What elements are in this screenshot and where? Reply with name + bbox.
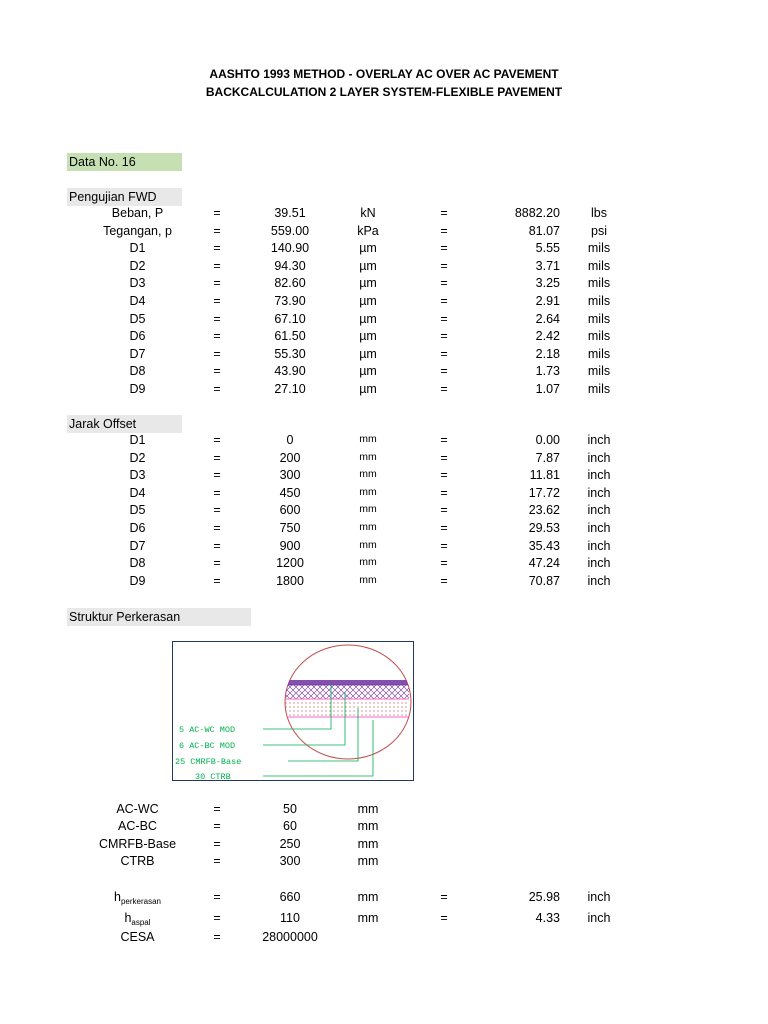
row-label: D2	[129, 450, 146, 465]
row-label: D2	[129, 258, 146, 273]
imperial-value: 35.43	[528, 538, 560, 553]
layer-label: CTRB	[120, 854, 155, 868]
imperial-value: 70.87	[528, 573, 560, 588]
equals-sign: =	[440, 382, 448, 396]
table-row	[0, 347, 768, 364]
row-label: D7	[129, 346, 146, 361]
layer-cmrfb-base	[285, 699, 409, 717]
imperial-value: 81.07	[528, 223, 560, 238]
equals-sign: =	[440, 241, 448, 256]
total-row-h-aspal	[0, 911, 768, 928]
metric-value: 27.10	[274, 382, 306, 396]
unit-mm: mm	[357, 890, 379, 904]
metric-value: 750	[279, 521, 301, 535]
imperial-unit: inch	[587, 450, 611, 465]
equals-sign: =	[213, 538, 221, 553]
metric-unit: µm	[359, 294, 377, 308]
figure-label-ac-bc: 6 AC-BC MOD	[179, 741, 236, 751]
equals-sign: =	[440, 573, 448, 588]
table-row	[0, 556, 768, 573]
unit-mm: mm	[357, 911, 379, 925]
imperial-value: 17.72	[528, 485, 560, 500]
asphalt-thickness-mm: 110	[280, 911, 300, 925]
layer-ac-bc	[285, 685, 409, 699]
pavement-structure-diagram	[172, 641, 414, 781]
imperial-unit: mils	[587, 294, 611, 308]
equals-sign: =	[440, 206, 448, 220]
table-row	[0, 294, 768, 311]
table-row	[0, 276, 768, 293]
equals-sign: =	[440, 433, 448, 447]
equals-sign: =	[213, 364, 221, 379]
table-row	[0, 486, 768, 503]
layer-row-cmrfb-base	[0, 837, 768, 854]
metric-unit: mm	[359, 468, 377, 481]
equals-sign: =	[213, 930, 221, 944]
equals-sign: =	[440, 556, 448, 571]
imperial-unit: inch	[587, 503, 611, 518]
row-label: D6	[129, 329, 146, 344]
imperial-value: 2.64	[535, 311, 560, 326]
table-row	[0, 259, 768, 276]
row-label: Tegangan, p	[103, 223, 172, 238]
equals-sign: =	[440, 890, 448, 904]
metric-unit: µm	[359, 346, 377, 361]
total-thickness-inch: 25.98	[528, 890, 560, 904]
row-label: D3	[129, 276, 146, 291]
equals-sign: =	[213, 890, 221, 904]
row-label: D1	[129, 241, 146, 256]
imperial-value: 3.25	[535, 276, 560, 291]
equals-sign: =	[213, 556, 221, 571]
equals-sign: =	[213, 223, 221, 238]
table-row	[0, 329, 768, 346]
equals-sign: =	[440, 294, 448, 308]
h-symbol: h	[124, 911, 132, 925]
imperial-value: 29.53	[528, 521, 560, 535]
equals-sign: =	[213, 241, 221, 256]
h-symbol: h	[114, 890, 121, 904]
layer-thickness: 60	[283, 819, 297, 833]
equals-sign: =	[213, 485, 221, 500]
imperial-value: 2.91	[535, 294, 560, 308]
equals-sign: =	[213, 837, 221, 851]
table-row	[0, 451, 768, 468]
metric-unit: µm	[359, 311, 377, 326]
equals-sign: =	[440, 223, 448, 238]
row-label: D5	[129, 311, 146, 326]
equals-sign: =	[440, 346, 448, 361]
offset-section-heading: Jarak Offset	[67, 415, 182, 433]
imperial-unit: inch	[587, 521, 611, 535]
equals-sign: =	[440, 450, 448, 465]
metric-value: 39.51	[274, 206, 306, 220]
row-label: D5	[129, 503, 146, 518]
imperial-unit: inch	[587, 468, 611, 483]
metric-value: 300	[279, 468, 301, 483]
page-title-line2: BACKCALCULATION 2 LAYER SYSTEM-FLEXIBLE PAVEMENT	[205, 85, 563, 99]
metric-unit: mm	[359, 503, 377, 516]
equals-sign: =	[440, 311, 448, 326]
imperial-unit: mils	[587, 364, 611, 379]
total-row-h-perkerasan	[0, 890, 768, 907]
equals-sign: =	[213, 819, 221, 833]
row-label: D9	[129, 382, 146, 396]
table-row	[0, 312, 768, 329]
imperial-value: 5.55	[535, 241, 560, 256]
metric-value: 82.60	[274, 276, 306, 291]
table-row	[0, 224, 768, 241]
table-row	[0, 206, 768, 223]
h-subscript: aspal	[131, 918, 151, 927]
table-row	[0, 539, 768, 556]
metric-value: 43.90	[274, 364, 306, 379]
layer-row-ctrb	[0, 854, 768, 871]
page-title-line1: AASHTO 1993 METHOD - OVERLAY AC OVER AC PAVEMENT	[209, 67, 559, 81]
equals-sign: =	[213, 854, 221, 868]
equals-sign: =	[440, 911, 448, 925]
equals-sign: =	[213, 573, 221, 588]
row-label: D9	[129, 573, 146, 588]
metric-unit: mm	[359, 538, 377, 551]
metric-value: 0	[286, 433, 294, 447]
cesa-label: CESA	[120, 930, 155, 944]
equals-sign: =	[213, 433, 221, 447]
equals-sign: =	[213, 206, 221, 220]
imperial-unit: psi	[591, 223, 607, 238]
metric-value: 73.90	[274, 294, 306, 308]
imperial-unit: mils	[587, 382, 611, 396]
imperial-value: 1.73	[535, 364, 560, 379]
imperial-unit: mils	[587, 241, 611, 256]
metric-value: 450	[279, 485, 301, 500]
equals-sign: =	[440, 538, 448, 553]
data-number-label: Data No. 16	[67, 153, 182, 171]
imperial-value: 3.71	[535, 258, 560, 273]
row-label: D6	[129, 521, 146, 535]
metric-value: 55.30	[274, 346, 306, 361]
metric-value: 140.90	[270, 241, 310, 256]
metric-value: 559.00	[270, 223, 310, 238]
layer-thickness: 300	[279, 854, 301, 868]
layer-row-ac-wc	[0, 802, 768, 819]
imperial-value: 1.07	[535, 382, 560, 396]
imperial-unit: inch	[587, 485, 611, 500]
row-label: D1	[129, 433, 146, 447]
row-label: D3	[129, 468, 146, 483]
imperial-unit: inch	[587, 433, 611, 447]
metric-value: 94.30	[274, 258, 306, 273]
equals-sign: =	[440, 503, 448, 518]
metric-unit: mm	[359, 573, 377, 586]
imperial-value: 23.62	[528, 503, 560, 518]
metric-unit: µm	[359, 364, 377, 379]
equals-sign: =	[213, 802, 221, 816]
metric-value: 1800	[276, 573, 304, 588]
row-label: D7	[129, 538, 146, 553]
table-row	[0, 521, 768, 538]
layer-thickness: 250	[279, 837, 301, 851]
equals-sign: =	[213, 311, 221, 326]
imperial-unit: inch	[587, 556, 611, 571]
structure-section-heading: Struktur Perkerasan	[67, 608, 251, 626]
metric-unit: mm	[359, 485, 377, 498]
unit-inch: inch	[587, 911, 611, 925]
equals-sign: =	[213, 329, 221, 344]
imperial-value: 7.87	[535, 450, 560, 465]
imperial-value: 8882.20	[514, 206, 560, 220]
imperial-unit: mils	[587, 311, 611, 326]
imperial-unit: mils	[587, 346, 611, 361]
metric-unit: mm	[359, 433, 377, 445]
imperial-value: 47.24	[528, 556, 560, 571]
row-label: D8	[129, 556, 146, 571]
unit-inch: inch	[587, 890, 611, 904]
imperial-unit: mils	[587, 276, 611, 291]
pavement-diagram-svg	[173, 642, 413, 780]
metric-unit: kPa	[357, 223, 379, 238]
metric-unit: µm	[359, 241, 377, 256]
asphalt-thickness-inch: 4.33	[535, 911, 560, 925]
layer-row-ac-bc	[0, 819, 768, 836]
equals-sign: =	[213, 450, 221, 465]
metric-value: 600	[279, 503, 301, 518]
imperial-unit: lbs	[591, 206, 607, 220]
table-row	[0, 574, 768, 591]
layer-label: CMRFB-Base	[98, 837, 177, 851]
layer-ac-wc	[285, 680, 409, 685]
equals-sign: =	[213, 503, 221, 518]
total-thickness-mm: 660	[279, 890, 301, 904]
fwd-section-heading: Pengujian FWD	[67, 188, 182, 206]
equals-sign: =	[213, 276, 221, 291]
table-row	[0, 382, 768, 399]
table-row	[0, 468, 768, 485]
metric-value: 900	[279, 538, 301, 553]
equals-sign: =	[213, 521, 221, 535]
metric-unit: µm	[359, 382, 377, 396]
total-row-cesa	[0, 930, 768, 947]
table-row	[0, 241, 768, 258]
equals-sign: =	[440, 258, 448, 273]
table-row	[0, 364, 768, 381]
layer-unit: mm	[357, 854, 379, 868]
metric-value: 67.10	[274, 311, 306, 326]
layer-unit: mm	[357, 837, 379, 851]
imperial-unit: inch	[587, 538, 611, 553]
layer-thickness: 50	[283, 802, 297, 816]
imperial-unit: mils	[587, 329, 611, 344]
metric-unit: mm	[359, 450, 377, 463]
imperial-value: 11.81	[529, 468, 560, 483]
row-label: D4	[129, 294, 146, 308]
row-label: D4	[129, 485, 146, 500]
layer-label: AC-WC	[116, 802, 159, 816]
metric-unit: kN	[360, 206, 376, 220]
metric-value: 1200	[276, 556, 304, 571]
equals-sign: =	[213, 258, 221, 273]
row-label: D8	[129, 364, 146, 379]
layer-label: AC-BC	[118, 819, 157, 833]
equals-sign: =	[440, 364, 448, 379]
metric-unit: µm	[359, 276, 377, 291]
h-subscript: perkerasan	[120, 897, 161, 906]
imperial-unit: inch	[587, 573, 611, 588]
imperial-unit: mils	[587, 258, 611, 273]
figure-label-ctrb: 30 CTRB	[195, 772, 231, 780]
layer-unit: mm	[357, 819, 379, 833]
imperial-value: 2.42	[535, 329, 560, 344]
metric-unit: µm	[359, 329, 377, 344]
metric-unit: mm	[359, 521, 377, 533]
equals-sign: =	[213, 294, 221, 308]
cesa-value: 28000000	[262, 930, 318, 944]
equals-sign: =	[440, 276, 448, 291]
equals-sign: =	[213, 346, 221, 361]
imperial-value: 2.18	[535, 346, 560, 361]
layer-unit: mm	[357, 802, 379, 816]
metric-unit: mm	[359, 556, 377, 569]
imperial-value: 0.00	[535, 433, 560, 447]
equals-sign: =	[213, 911, 221, 925]
figure-label-ac-wc: 5 AC-WC MOD	[179, 725, 236, 735]
equals-sign: =	[440, 521, 448, 535]
metric-value: 61.50	[274, 329, 306, 344]
equals-sign: =	[440, 329, 448, 344]
table-row	[0, 503, 768, 520]
equals-sign: =	[440, 468, 448, 483]
figure-label-cmrfb-base: 25 CMRFB-Base	[175, 757, 242, 767]
h-perkerasan-label	[60, 890, 215, 906]
metric-unit: µm	[359, 258, 377, 273]
row-label: Beban, P	[111, 206, 164, 220]
table-row	[0, 433, 768, 450]
equals-sign: =	[213, 468, 221, 483]
equals-sign: =	[440, 485, 448, 500]
h-aspal-label	[60, 911, 215, 927]
metric-value: 200	[279, 450, 301, 465]
equals-sign: =	[213, 382, 221, 396]
